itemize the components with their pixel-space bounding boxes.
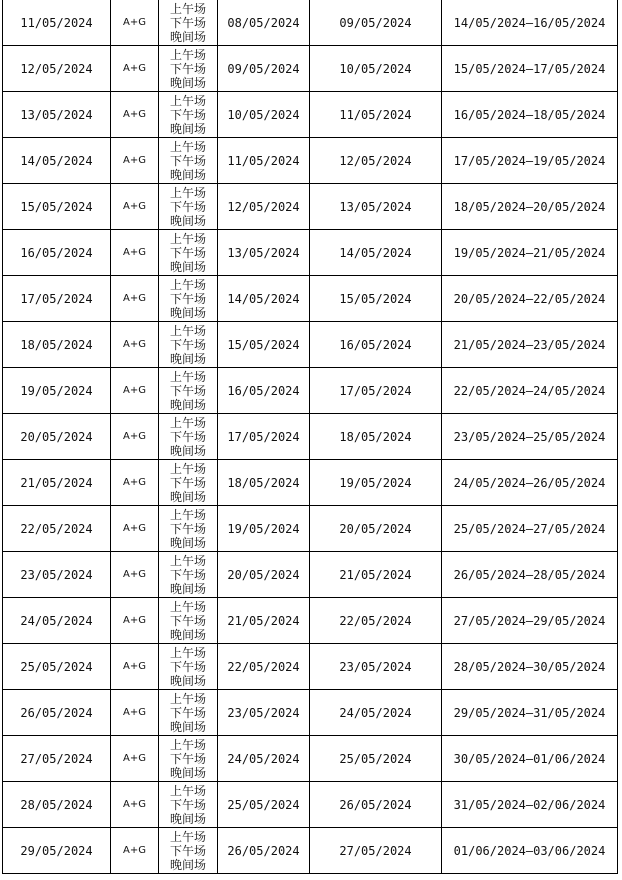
date-2-cell: 21/05/2024 (310, 552, 442, 598)
date-cell: 26/05/2024 (3, 690, 111, 736)
date-cell: 28/05/2024 (3, 782, 111, 828)
table-row (3, 782, 618, 828)
date-cell: 27/05/2024 (3, 736, 111, 782)
date-1-cell: 13/05/2024 (218, 230, 310, 276)
session-label: 下午场 (169, 245, 206, 260)
date-2-cell: 12/05/2024 (310, 138, 442, 184)
date-1-cell: 14/05/2024 (218, 276, 310, 322)
group-cell: A+G (111, 506, 159, 552)
sessions-cell (159, 414, 218, 460)
group-cell: A+G (111, 322, 159, 368)
session-label: 上午场 (169, 185, 206, 200)
date-cell: 29/05/2024 (3, 828, 111, 874)
date-1-cell: 11/05/2024 (218, 138, 310, 184)
session-label: 下午场 (169, 843, 206, 858)
group-cell: A+G (111, 644, 159, 690)
date-cell: 19/05/2024 (3, 368, 111, 414)
table-row (3, 322, 618, 368)
date-range-cell: 27/05/2024–29/05/2024 (442, 598, 618, 644)
date-2-cell: 18/05/2024 (310, 414, 442, 460)
date-cell: 12/05/2024 (3, 46, 111, 92)
table-row (3, 644, 618, 690)
session-label: 上午场 (169, 369, 206, 384)
table-row (3, 230, 618, 276)
date-range-cell: 20/05/2024–22/05/2024 (442, 276, 618, 322)
date-range-cell: 17/05/2024–19/05/2024 (442, 138, 618, 184)
session-label: 上午场 (169, 323, 206, 338)
sessions-cell (159, 644, 218, 690)
session-label: 晚间场 (169, 397, 206, 412)
date-cell: 24/05/2024 (3, 598, 111, 644)
session-label: 下午场 (169, 751, 206, 766)
session-label: 下午场 (169, 291, 206, 306)
date-range-cell: 14/05/2024–16/05/2024 (442, 0, 618, 46)
date-2-cell: 22/05/2024 (310, 598, 442, 644)
session-label: 上午场 (169, 737, 206, 752)
sessions-cell (159, 322, 218, 368)
date-cell: 17/05/2024 (3, 276, 111, 322)
date-range-cell: 30/05/2024–01/06/2024 (442, 736, 618, 782)
date-1-cell: 08/05/2024 (218, 0, 310, 46)
table-row (3, 138, 618, 184)
group-cell: A+G (111, 460, 159, 506)
date-cell: 20/05/2024 (3, 414, 111, 460)
session-label: 上午场 (169, 93, 206, 108)
session-label: 下午场 (169, 659, 206, 674)
group-cell: A+G (111, 46, 159, 92)
session-label: 晚间场 (169, 443, 206, 458)
session-label: 上午场 (169, 599, 206, 614)
session-label: 晚间场 (169, 489, 206, 504)
date-range-cell: 19/05/2024–21/05/2024 (442, 230, 618, 276)
session-label: 下午场 (169, 567, 206, 582)
date-2-cell: 26/05/2024 (310, 782, 442, 828)
schedule-table-wrapper (2, 0, 618, 874)
session-label: 上午场 (169, 507, 206, 522)
session-label: 上午场 (169, 277, 206, 292)
session-label: 上午场 (169, 47, 206, 62)
date-range-cell: 21/05/2024–23/05/2024 (442, 322, 618, 368)
date-range-cell: 29/05/2024–31/05/2024 (442, 690, 618, 736)
date-1-cell: 19/05/2024 (218, 506, 310, 552)
date-range-cell: 25/05/2024–27/05/2024 (442, 506, 618, 552)
group-cell: A+G (111, 736, 159, 782)
date-2-cell: 15/05/2024 (310, 276, 442, 322)
group-cell: A+G (111, 782, 159, 828)
session-label: 晚间场 (169, 811, 206, 826)
group-cell: A+G (111, 414, 159, 460)
session-label: 晚间场 (169, 305, 206, 320)
session-label: 上午场 (169, 553, 206, 568)
session-label: 上午场 (169, 691, 206, 706)
date-range-cell: 15/05/2024–17/05/2024 (442, 46, 618, 92)
table-row (3, 0, 618, 46)
session-label: 晚间场 (169, 857, 206, 872)
sessions-cell (159, 0, 218, 46)
date-1-cell: 24/05/2024 (218, 736, 310, 782)
sessions-cell (159, 506, 218, 552)
table-row (3, 828, 618, 874)
date-1-cell: 25/05/2024 (218, 782, 310, 828)
session-label: 上午场 (169, 783, 206, 798)
session-label: 晚间场 (169, 121, 206, 136)
session-label: 晚间场 (169, 213, 206, 228)
table-row (3, 414, 618, 460)
date-1-cell: 21/05/2024 (218, 598, 310, 644)
sessions-cell (159, 184, 218, 230)
date-2-cell: 20/05/2024 (310, 506, 442, 552)
date-1-cell: 10/05/2024 (218, 92, 310, 138)
session-label: 下午场 (169, 475, 206, 490)
date-cell: 25/05/2024 (3, 644, 111, 690)
session-label: 上午场 (169, 415, 206, 430)
date-1-cell: 23/05/2024 (218, 690, 310, 736)
date-1-cell: 09/05/2024 (218, 46, 310, 92)
session-label: 下午场 (169, 383, 206, 398)
session-label: 下午场 (169, 429, 206, 444)
session-label: 下午场 (169, 613, 206, 628)
date-2-cell: 09/05/2024 (310, 0, 442, 46)
group-cell: A+G (111, 0, 159, 46)
session-label: 下午场 (169, 61, 206, 76)
session-label: 晚间场 (169, 581, 206, 596)
date-2-cell: 27/05/2024 (310, 828, 442, 874)
table-row (3, 460, 618, 506)
date-range-cell: 18/05/2024–20/05/2024 (442, 184, 618, 230)
session-label: 上午场 (169, 139, 206, 154)
table-row (3, 46, 618, 92)
date-cell: 14/05/2024 (3, 138, 111, 184)
date-1-cell: 16/05/2024 (218, 368, 310, 414)
date-range-cell: 24/05/2024–26/05/2024 (442, 460, 618, 506)
table-row (3, 92, 618, 138)
group-cell: A+G (111, 598, 159, 644)
date-range-cell: 28/05/2024–30/05/2024 (442, 644, 618, 690)
date-2-cell: 14/05/2024 (310, 230, 442, 276)
group-cell: A+G (111, 92, 159, 138)
date-2-cell: 13/05/2024 (310, 184, 442, 230)
date-1-cell: 20/05/2024 (218, 552, 310, 598)
session-label: 下午场 (169, 153, 206, 168)
date-2-cell: 10/05/2024 (310, 46, 442, 92)
group-cell: A+G (111, 138, 159, 184)
sessions-cell (159, 460, 218, 506)
sessions-cell (159, 138, 218, 184)
group-cell: A+G (111, 690, 159, 736)
group-cell: A+G (111, 828, 159, 874)
session-label: 晚间场 (169, 535, 206, 550)
date-range-cell: 26/05/2024–28/05/2024 (442, 552, 618, 598)
session-label: 晚间场 (169, 29, 206, 44)
date-2-cell: 16/05/2024 (310, 322, 442, 368)
session-label: 晚间场 (169, 765, 206, 780)
table-row (3, 506, 618, 552)
date-cell: 22/05/2024 (3, 506, 111, 552)
date-range-cell: 16/05/2024–18/05/2024 (442, 92, 618, 138)
session-label: 晚间场 (169, 673, 206, 688)
date-cell: 23/05/2024 (3, 552, 111, 598)
date-2-cell: 17/05/2024 (310, 368, 442, 414)
date-2-cell: 24/05/2024 (310, 690, 442, 736)
date-range-cell: 22/05/2024–24/05/2024 (442, 368, 618, 414)
session-label: 晚间场 (169, 719, 206, 734)
date-1-cell: 12/05/2024 (218, 184, 310, 230)
session-label: 下午场 (169, 337, 206, 352)
table-row (3, 690, 618, 736)
table-row (3, 368, 618, 414)
group-cell: A+G (111, 276, 159, 322)
date-cell: 21/05/2024 (3, 460, 111, 506)
sessions-cell (159, 736, 218, 782)
session-label: 上午场 (169, 231, 206, 246)
session-label: 下午场 (169, 199, 206, 214)
table-row (3, 552, 618, 598)
date-1-cell: 22/05/2024 (218, 644, 310, 690)
date-cell: 18/05/2024 (3, 322, 111, 368)
schedule-table-body (3, 0, 618, 874)
session-label: 下午场 (169, 705, 206, 720)
sessions-cell (159, 690, 218, 736)
table-row (3, 276, 618, 322)
session-label: 下午场 (169, 521, 206, 536)
group-cell: A+G (111, 368, 159, 414)
date-cell: 11/05/2024 (3, 0, 111, 46)
sessions-cell (159, 230, 218, 276)
sessions-cell (159, 828, 218, 874)
session-label: 上午场 (169, 1, 206, 16)
group-cell: A+G (111, 184, 159, 230)
sessions-cell (159, 46, 218, 92)
sessions-cell (159, 276, 218, 322)
session-label: 晚间场 (169, 351, 206, 366)
session-label: 上午场 (169, 829, 206, 844)
date-range-cell: 31/05/2024–02/06/2024 (442, 782, 618, 828)
date-1-cell: 15/05/2024 (218, 322, 310, 368)
session-label: 上午场 (169, 645, 206, 660)
date-1-cell: 18/05/2024 (218, 460, 310, 506)
sessions-cell (159, 552, 218, 598)
session-label: 晚间场 (169, 259, 206, 274)
date-cell: 16/05/2024 (3, 230, 111, 276)
sessions-cell (159, 782, 218, 828)
sessions-cell (159, 368, 218, 414)
date-2-cell: 23/05/2024 (310, 644, 442, 690)
session-label: 下午场 (169, 15, 206, 30)
date-range-cell: 01/06/2024–03/06/2024 (442, 828, 618, 874)
table-row (3, 184, 618, 230)
table-row (3, 598, 618, 644)
group-cell: A+G (111, 552, 159, 598)
session-label: 上午场 (169, 461, 206, 476)
date-cell: 13/05/2024 (3, 92, 111, 138)
date-range-cell: 23/05/2024–25/05/2024 (442, 414, 618, 460)
session-label: 晚间场 (169, 627, 206, 642)
session-label: 下午场 (169, 107, 206, 122)
sessions-cell (159, 598, 218, 644)
date-1-cell: 26/05/2024 (218, 828, 310, 874)
date-2-cell: 11/05/2024 (310, 92, 442, 138)
sessions-cell (159, 92, 218, 138)
date-cell: 15/05/2024 (3, 184, 111, 230)
session-label: 晚间场 (169, 167, 206, 182)
session-label: 晚间场 (169, 75, 206, 90)
date-2-cell: 19/05/2024 (310, 460, 442, 506)
date-2-cell: 25/05/2024 (310, 736, 442, 782)
date-1-cell: 17/05/2024 (218, 414, 310, 460)
schedule-table (2, 0, 618, 874)
table-row (3, 736, 618, 782)
group-cell: A+G (111, 230, 159, 276)
session-label: 下午场 (169, 797, 206, 812)
